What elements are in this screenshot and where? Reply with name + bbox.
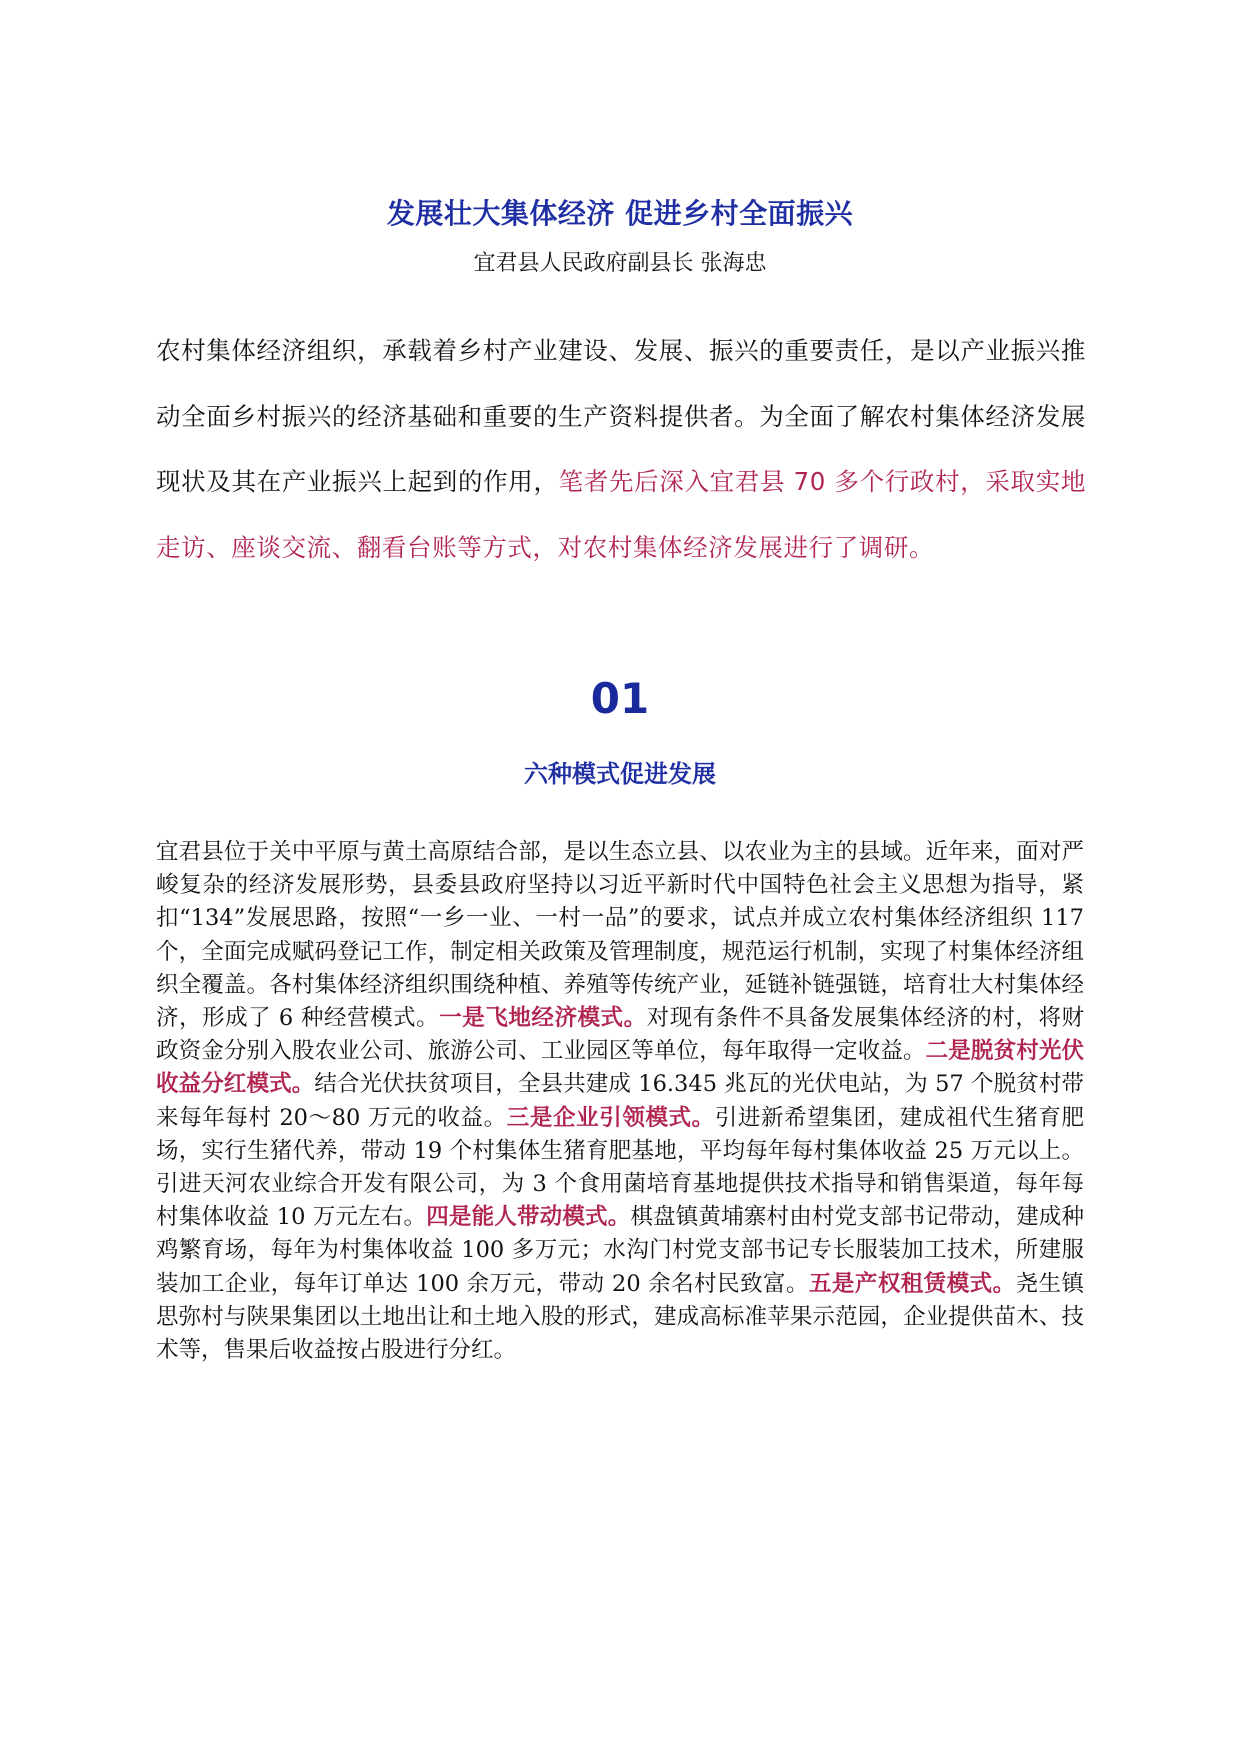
model-5-heading: 五是产权租赁模式。 [808, 1270, 1016, 1297]
article-author: 宜君县人民政府副县长 张海忠 [473, 251, 767, 276]
model-1-text: 对现有条件不具备发展集体经济的村，将财政资金分别入股农业公司、旅游公司、工业园区等单位，每年取得一定收益。 [156, 1005, 1084, 1065]
section-title: 六种模式促进发展 [524, 760, 716, 788]
intro-highlight: 笔者先后深入宜君县 70 多个行政村，采取实地走访、座谈交流、翻看台账等方式，对农村集体经济发展进行了调研。 [156, 467, 1086, 562]
section-body-paragraph [156, 836, 1084, 1367]
article-title: 发展壮大集体经济 促进乡村全面振兴 [386, 197, 854, 230]
model-3-heading: 三是企业引领模式。 [506, 1104, 715, 1131]
section-number: 01 [590, 674, 650, 723]
model-4-text: 棋盘镇黄埔寨村由村党支部书记带动，建成种鸡繁育场，每年为村集体收益 100 多万元；水沟门村党支部书记专长服装加工技术，所建服装加工企业，每年订单达 100 余万元，带动 20 余名村民致富。 [156, 1204, 1084, 1297]
model-5-text: 尧生镇思弥村与陕果集团以土地出让和土地入股的形式，建成高标准苹果示范园，企业提供苗木、技术等，售果后收益按占股进行分红。 [156, 1270, 1084, 1364]
body-text-intro: 宜君县位于关中平原与黄土高原结合部，是以生态立县、以农业为主的县域。近年来，面对严峻复杂的经济发展形势，县委县政府坚持以习近平新时代中国特色社会主义思想为指导，紧扣“134”发展思路，按照“一乡一业、一村一品”的要求，试点并成立农村集体经济组织 117 个，全面完成赋码登记工作，制定相关政策及管理制度，规范运行机制，实现了村集体经济组织全覆盖。各村集体经济组织围绕种植、养殖等传统产业，延链补链强链，培育壮大村集体经济，形成了 6 种经营模式。 [156, 839, 1084, 1032]
model-3-text: 引进新希望集团，建成祖代生猪育肥场，实行生猪代养，带动 19 个村集体生猪育肥基地，平均每年每村集体收益 25 万元以上。引进天河农业综合开发有限公司，为 3 个食用菌培育基地提供技术指导和销售渠道，每年每村集体收益 10 万元左右。 [156, 1104, 1084, 1231]
model-1-heading: 一是飞地经济模式。 [439, 1005, 647, 1032]
intro-paragraph [156, 318, 1086, 580]
model-2-text: 结合光伏扶贫项目，全县共建成 16.345 兆瓦的光伏电站，为 57 个脱贫村带来每年每村 20～80 万元的收益。 [156, 1071, 1084, 1131]
model-4-heading: 四是能人带动模式。 [426, 1204, 631, 1231]
intro-text: 农村集体经济组织，承载着乡村产业建设、发展、振兴的重要责任，是以产业振兴推动全面乡村振兴的经济基础和重要的生产资料提供者。为全面了解农村集体经济发展现状及其在产业振兴上起到的作用， [156, 336, 1086, 496]
model-2-heading: 二是脱贫村光伏收益分红模式。 [156, 1038, 1084, 1098]
